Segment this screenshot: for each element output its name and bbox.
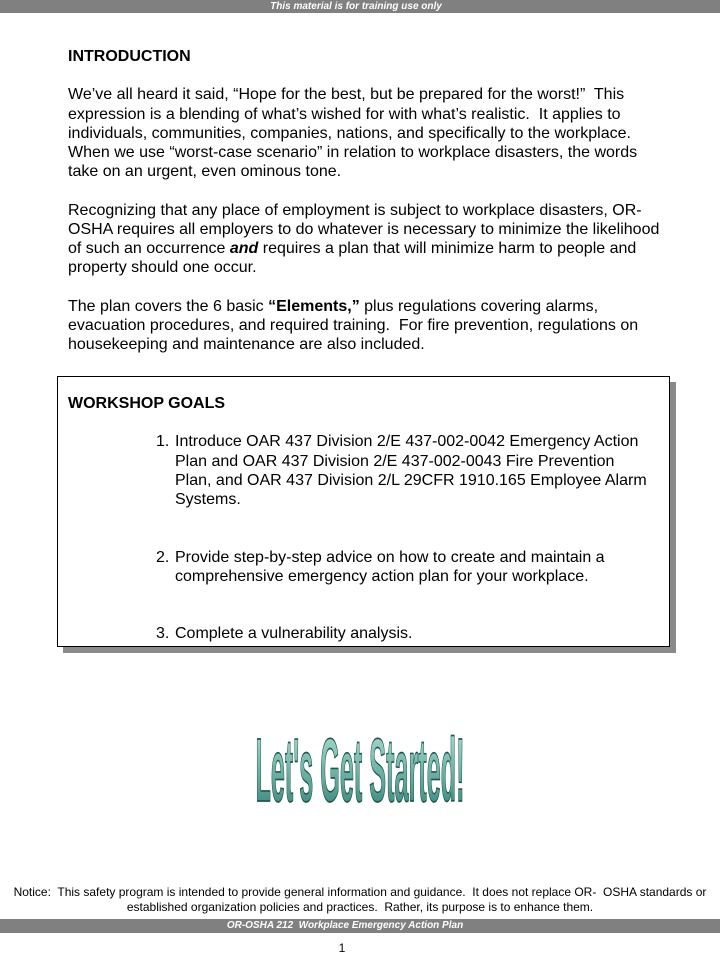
line-segment: The plan covers the 6 basic	[68, 297, 269, 315]
paragraph-line: evacuation procedures, and required training. For fire prevention, regulations on	[68, 316, 639, 334]
paragraph-line: property should one occur.	[68, 259, 257, 277]
notice-text	[0, 885, 720, 915]
goal-item-3	[58, 624, 658, 643]
line-segment: of such an occurrence	[68, 240, 230, 257]
line-segment: plus regulations covering alarms,	[359, 297, 599, 315]
goal-number: 3.	[156, 625, 170, 643]
goal-line: Introduce OAR 437 Division 2/E 437-002-0042 Emergency Action	[175, 433, 639, 451]
paragraph-line: individuals, communities, companies, nations, and specifically to the workplace.	[68, 124, 631, 142]
intro-paragraph-3	[68, 297, 708, 355]
footer-banner-text: OR-OSHA 212 Workplace Emergency Action Plan	[226, 920, 464, 931]
goal-number: 1.	[156, 433, 170, 451]
footer-banner	[0, 919, 720, 933]
wordart-group	[255, 721, 464, 822]
goal-line: Provide step-by-step advice on how to create and maintain a	[175, 548, 605, 566]
goal-line: Systems.	[175, 491, 241, 508]
workshop-goals-content	[58, 394, 658, 644]
header-banner-text: This material is for training use only	[270, 1, 442, 12]
paragraph-line: OSHA requires all employers to do whatever is necessary to minimize the likelihood	[68, 220, 660, 238]
paragraph-line	[68, 239, 708, 258]
goal-number: 2.	[156, 548, 170, 566]
notice-line: established organization policies and practices. Rather, its purpose is to enhance them.	[126, 900, 594, 914]
intro-paragraph-2	[68, 201, 708, 278]
header-banner	[0, 0, 720, 13]
introduction-section	[68, 47, 708, 354]
wordart-text: Let's Get Started!	[255, 720, 465, 822]
goal-line: comprehensive emergency action plan for your workplace.	[175, 567, 589, 585]
paragraph-line: expression is a blending of what’s wished for with what’s realistic. It applies to	[68, 105, 621, 123]
emphasis-elements: “Elements,”	[268, 297, 360, 315]
notice-line: Notice: This safety program is intended to provide general information and guidance. It does not replace OR- OSHA standards or	[13, 885, 707, 899]
paragraph-line: When we use “worst-case scenario” in relation to workplace disasters, the words	[68, 144, 638, 161]
lets-get-started-wordart	[0, 700, 720, 830]
goal-item-2	[58, 548, 658, 586]
paragraph-line	[68, 297, 708, 316]
goal-line: Complete a vulnerability analysis.	[175, 625, 413, 643]
goal-line: Plan and OAR 437 Division 2/E 437-002-0043 Fire Prevention	[175, 452, 615, 470]
paragraph-line: We’ve all heard it said, “Hope for the best, but be prepared for the worst!” This	[68, 86, 625, 104]
page-number: 1	[338, 941, 346, 955]
goal-item-1	[58, 432, 658, 509]
workshop-goals-heading: WORKSHOP GOALS	[68, 395, 226, 412]
paragraph-line: take on an urgent, even ominous tone.	[68, 163, 342, 181]
goal-line: Plan, and OAR 437 Division 2/L 29CFR 1910.165 Employee Alarm	[175, 471, 647, 489]
line-segment: requires a plan that will minimize harm to people and	[258, 240, 637, 257]
workshop-goals-box	[57, 376, 670, 647]
intro-paragraph-1	[68, 85, 708, 181]
paragraph-line: Recognizing that any place of employment is subject to workplace disasters, OR-	[68, 201, 642, 219]
emphasis-and: and	[229, 240, 259, 257]
introduction-heading: INTRODUCTION	[68, 48, 191, 65]
paragraph-line: housekeeping and maintenance are also included.	[68, 336, 425, 353]
